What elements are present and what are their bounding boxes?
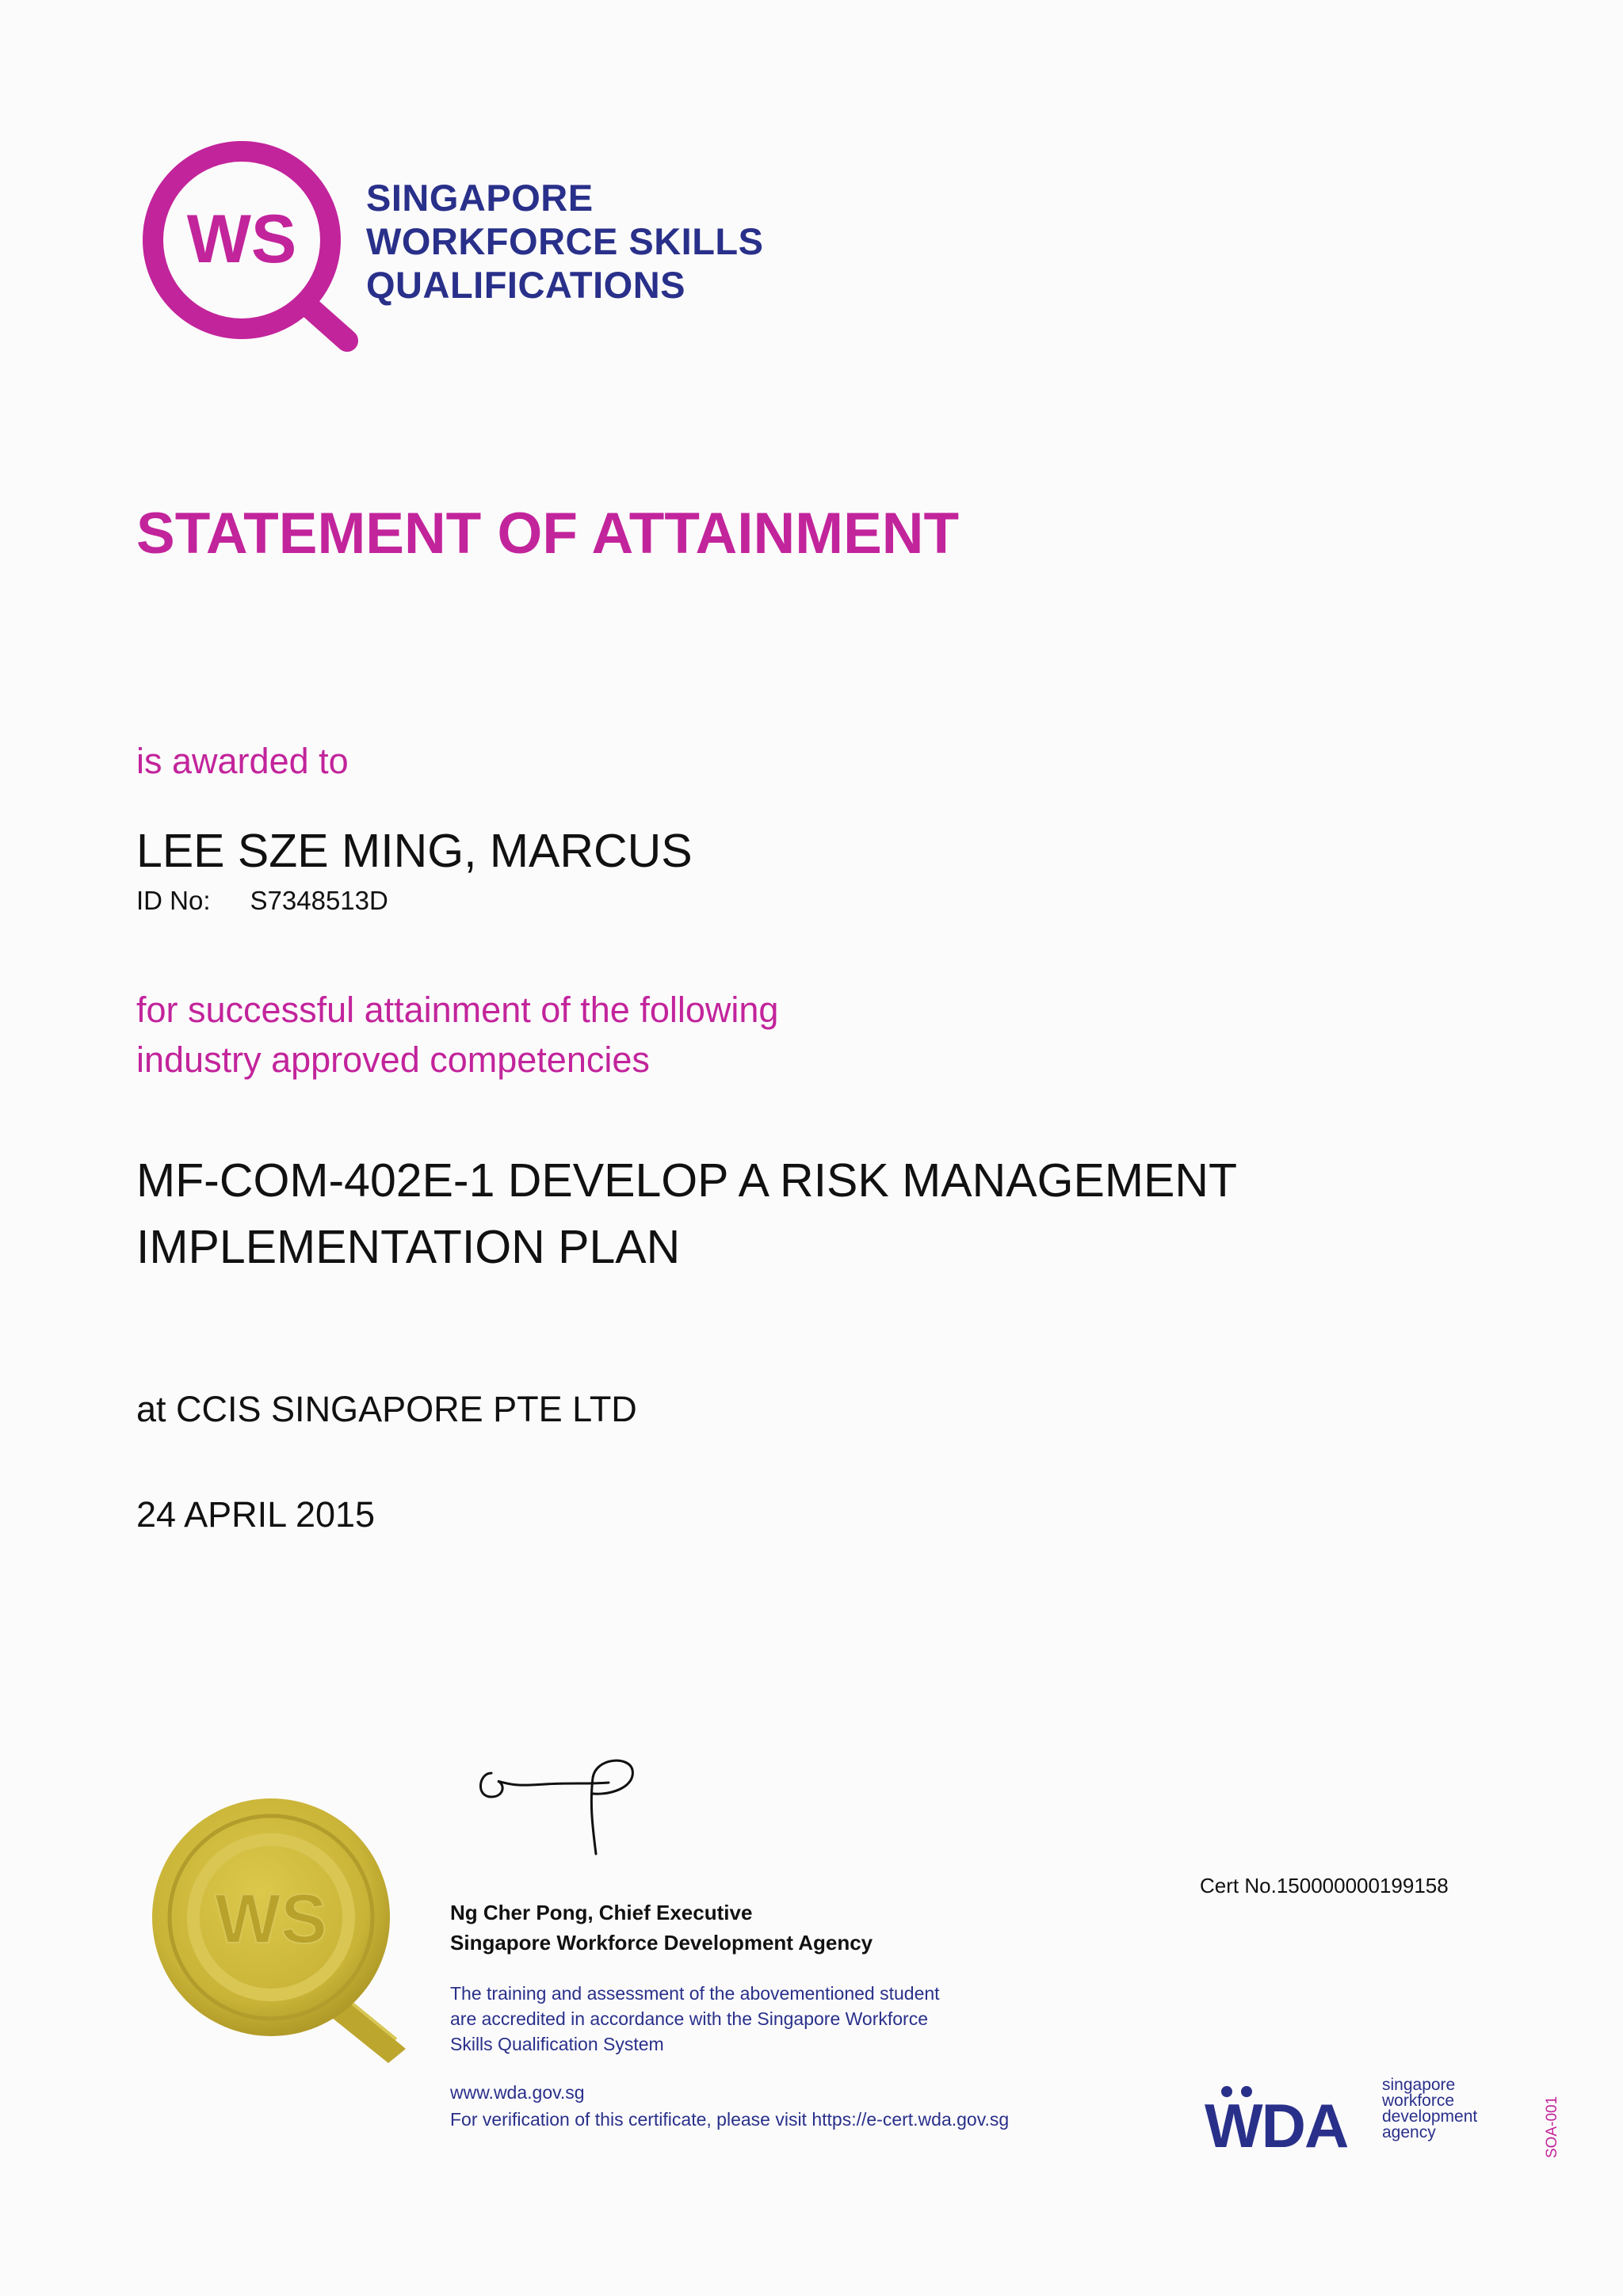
accreditation-line-3: Skills Qualification System (450, 2034, 664, 2054)
competency-title (136, 1147, 1444, 1280)
accreditation-line-2: are accredited in accordance with the Singapore Workforce (450, 2008, 929, 2029)
signature-icon (474, 1749, 648, 1860)
gold-seal-icon (136, 1797, 437, 2066)
competency-line-1: MF-COM-402E-1 DEVELOP A RISK MANAGEMENT (136, 1154, 1238, 1207)
form-code: SOA-001 (1544, 2096, 1560, 2158)
signatory-organization: Singapore Workforce Development Agency (450, 1931, 873, 1955)
success-statement (136, 985, 778, 1085)
cert-label: Cert No. (1200, 1874, 1277, 1897)
wda-line-1: singapore (1382, 2076, 1456, 2094)
document-title: STATEMENT OF ATTAINMENT (136, 502, 960, 566)
svg-text:WS: WS (215, 1879, 327, 1958)
website-block (450, 2079, 1009, 2133)
competency-line-2: IMPLEMENTATION PLAN (136, 1221, 681, 1273)
id-row (136, 886, 388, 916)
brand-line-3: QUALIFICATIONS (366, 264, 685, 306)
wda-line-2: workforce (1382, 2092, 1455, 2110)
wsq-logo-icon (135, 133, 372, 355)
brand-line-1: SINGAPORE (366, 177, 594, 219)
success-line-1: for successful attainment of the following (136, 990, 779, 1030)
success-line-2: industry approved competencies (136, 1039, 650, 1080)
brand-line-2: WORKFORCE SKILLS (366, 220, 764, 262)
wda-name (1382, 2077, 1477, 2141)
cert-number (1200, 1874, 1449, 1898)
wda-logo-text: WDA (1205, 2091, 1348, 2153)
website-link[interactable]: www.wda.gov.sg (450, 2082, 585, 2103)
wda-line-4: agency (1382, 2123, 1436, 2142)
brand-name (366, 176, 763, 307)
id-label: ID No: (136, 886, 211, 915)
signatory-name: Ng Cher Pong, Chief Executive (450, 1901, 753, 1924)
logo-letters: WS (186, 201, 297, 277)
accreditation-line-1: The training and assessment of the abovementioned student (450, 1983, 940, 2004)
recipient-name: LEE SZE MING, MARCUS (136, 825, 693, 877)
accreditation-note (450, 1981, 940, 2057)
awarded-to-label: is awarded to (136, 741, 349, 781)
wda-line-3: development (1382, 2107, 1478, 2126)
award-date: 24 APRIL 2015 (136, 1494, 376, 1535)
institution: at CCIS SINGAPORE PTE LTD (136, 1389, 637, 1429)
signatory-block (450, 1897, 873, 1958)
id-value: S7348513D (250, 886, 388, 915)
verification-text: For verification of this certificate, please visit https://e-cert.wda.gov.sg (450, 2109, 1010, 2130)
cert-value: 150000000199158 (1276, 1874, 1449, 1897)
wda-logo-icon (1203, 2082, 1377, 2153)
